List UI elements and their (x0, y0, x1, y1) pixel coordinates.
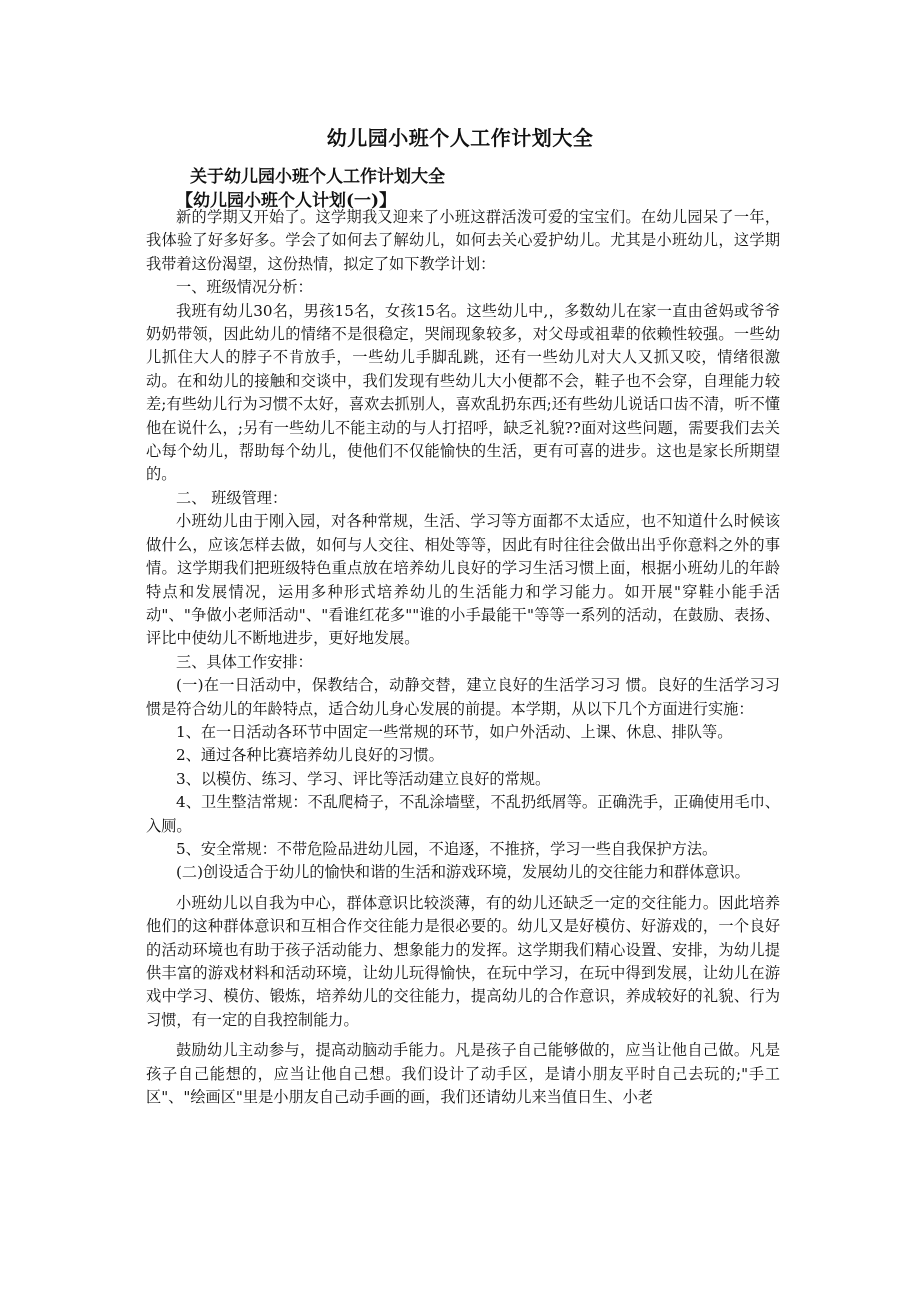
list-item-3: 3、以模仿、练习、学习、评比等活动建立良好的常规。 (176, 769, 551, 788)
section-heading: 【幼儿园小班个人计划(一)】 (176, 191, 397, 211)
paragraph-group-awareness: 小班幼儿以自我为中心，群体意识比较淡薄，有的幼儿还缺乏一定的交往能力。因此培养他们的这种群体意识和互相合作交往能力是很必要的。幼儿又是好模仿、好游戏的，一个良好的活动环境也有助于孩子活动能力、想象能力的发挥。这学期我们精心设置、安排，为幼儿提供丰富的游戏材料和活动环境，让幼儿玩得愉快，在玩中学习，在玩中得到发展，让幼儿在游戏中学习、模仿、锻炼，培养幼儿的交往能力，提高幼儿的合作意识，养成较好的礼貌、行为习惯，有一定的自我控制能力。 (146, 893, 780, 1029)
paragraph-intro: 新的学期又开始了。这学期我又迎来了小班这群活泼可爱的宝宝们。在幼儿园呆了一年，我体验了好多好多。学会了如何去了解幼儿，如何去关心爱护幼儿。尤其是小班幼儿，这学期我带着这份渴望，这份热情，拟定了如下教学计划： (146, 208, 780, 273)
document-body (146, 206, 780, 1109)
paragraph-work-plan-1: (一)在一日活动中，保教结合，动静交替，建立良好的生活学习习 惯。良好的生活学习习惯是符合幼儿的年龄特点，适合幼儿身心发展的前提。本学期，从以下几个方面进行实施： (146, 676, 780, 718)
document-subtitle: 关于幼儿园小班个人工作计划大全 (190, 167, 445, 187)
list-item-2: 2、通过各种比赛培养幼儿良好的习惯。 (176, 746, 444, 765)
list-item-1: 1、在一日活动各环节中固定一些常规的环节，如户外活动、上课、休息、排队等。 (176, 722, 733, 741)
document-title: 幼儿园小班个人工作计划大全 (326, 126, 594, 150)
list-item-4: 4、卫生整洁常规：不乱爬椅子，不乱涂墙壁，不乱扔纸屑等。正确洗手，正确使用毛巾、入厕。 (146, 793, 780, 835)
heading-class-management: 二、 班级管理： (176, 488, 288, 507)
heading-class-analysis: 一、班级情况分析： (176, 278, 313, 297)
heading-work-plan: 三、具体工作安排： (176, 652, 313, 671)
paragraph-encourage: 鼓励幼儿主动参与，提高动脑动手能力。凡是孩子自己能够做的，应当让他自己做。凡是孩子自己能想的，应当让他自己想。我们设计了动手区，是请小朋友平时自己去玩的;"手工区"、"绘画区"里是小朋友自己动手画的画，我们还请幼儿来当值日生、小老 (146, 1041, 780, 1107)
paragraph-class-analysis: 我班有幼儿30名，男孩15名，女孩15名。这些幼儿中,，多数幼儿在家一直由爸妈或爷爷奶奶带领，因此幼儿的情绪不是很稳定，哭闹现象较多，对父母或祖辈的依赖性较强。一些幼儿抓住大人的脖子不肯放手，一些幼儿手脚乱跳，还有一些幼儿对大人又抓又咬，情绪很激动。在和幼儿的接触和交谈中，我们发现有些幼儿大小便都不会，鞋子也不会穿，自理能力较差;有些幼儿行为习惯不太好，喜欢去抓别人，喜欢乱扔东西;还有些幼儿说话口齿不清，听不懂他在说什么，;另有一些幼儿不能主动的与人打招呼，缺乏礼貌??面对这些问题，需要我们去关心每个幼儿，帮助每个幼儿，使他们不仅能愉快的生活，更有可喜的进步。这也是家长所期望的。 (146, 301, 780, 484)
paragraph-class-management: 小班幼儿由于刚入园，对各种常规，生活、学习等方面都不太适应，也不知道什么时候该做什么，应该怎样去做，如何与人交往、相处等等，因此有时往往会做出出乎你意料之外的事情。这学期我们把班级特色重点放在培养幼儿良好的学习生活习惯上面，根据小班幼儿的年龄特点和发展情况，运用多种形式培养幼儿的生活能力和学习能力。如开展"穿鞋小能手活动"、"争做小老师活动"、"看谁红花多""谁的小手最能干"等等一系列的活动，在鼓励、表扬、评比中使幼儿不断地进步，更好地发展。 (146, 512, 780, 648)
list-item-5: 5、安全常规：不带危险品进幼儿园，不追逐，不推挤，学习一些自我保护方法。 (176, 839, 718, 858)
paragraph-work-plan-2: (二)创设适合于幼儿的愉快和谐的生活和游戏环境，发展幼儿的交往能力和群体意识。 (176, 863, 750, 882)
